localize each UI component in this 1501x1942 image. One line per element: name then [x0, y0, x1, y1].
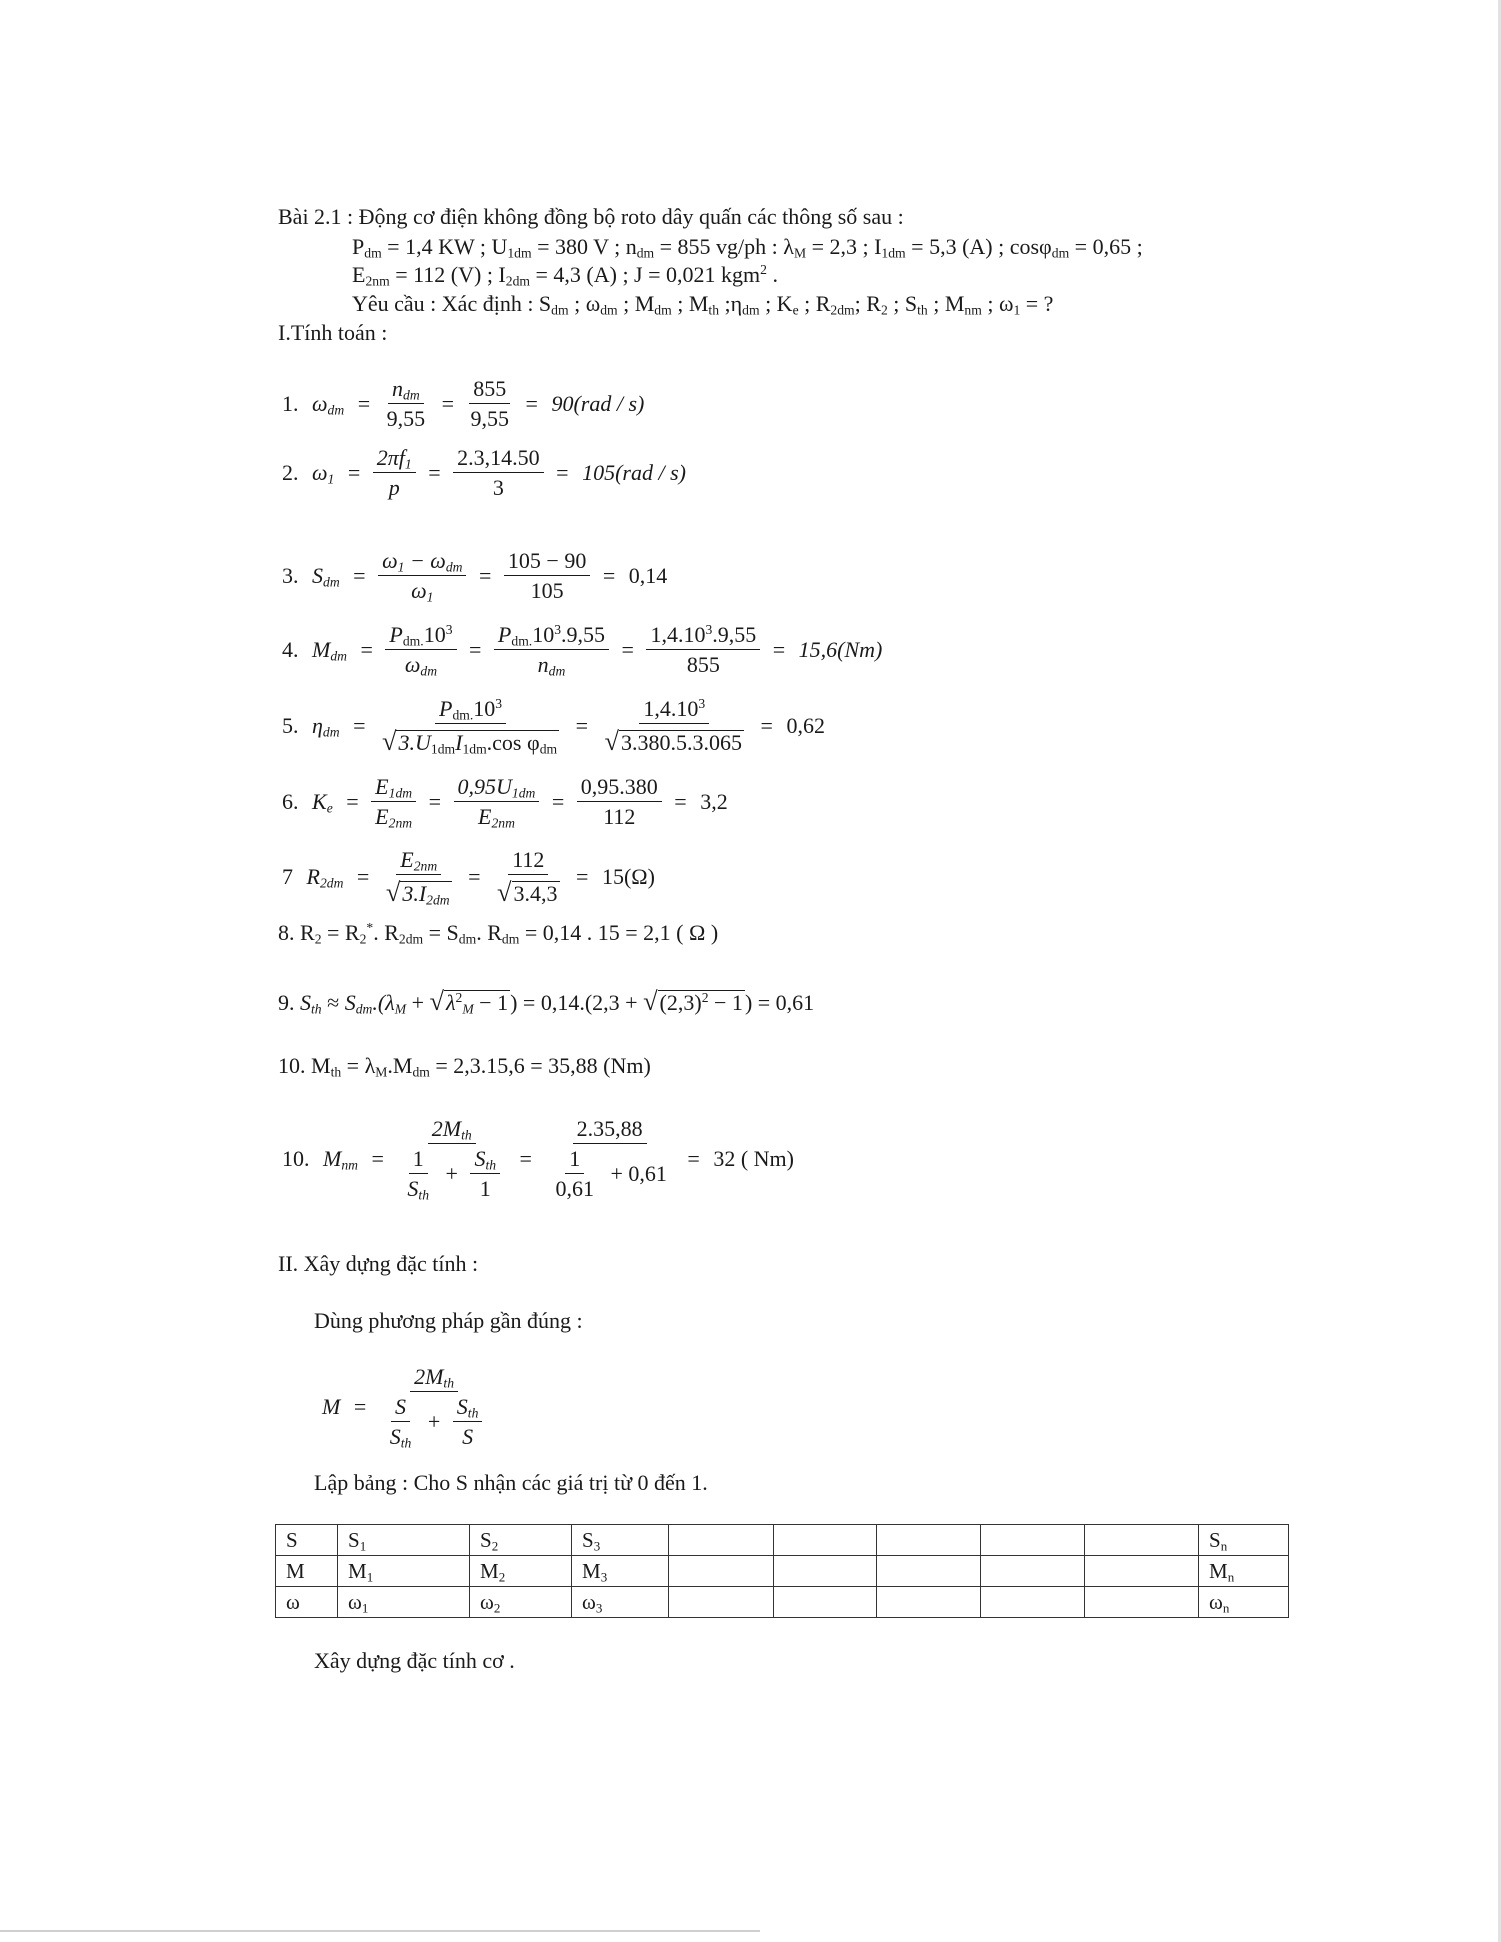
section-1-title: I.Tính toán :: [278, 320, 388, 345]
page-edge-bottom: [0, 1930, 760, 1932]
table-cell: $M_1$: [338, 1556, 470, 1587]
problem-params-line-1: $P_{dm} = 1,4$ KW ; $U_{1dm} = 380$ V ; $n_{dm} = 855$ vg/ph : $\lambda_M = 2,3$ ; $I_{1dm} = 5,3$ (A) ; cosφ$_{dm}$ = 0,65 ;: [352, 234, 1143, 261]
step-6-k-e: 6. $K_e$ = $\frac{E_{1dm}}{E_{2nm}}$ = $\frac{0,95U_{1dm}}{E_{2nm}}$ = $\frac{0,95.380}{112}$ = 3,2: [282, 774, 728, 831]
step-9-s-th: 9. $S_{th} \approx S_{dm}.(\lambda_M + √\lambda^2_M - 1) = 0,14.(2,3 + √(2,3)^2 - 1) = 0,61$: [278, 986, 815, 1017]
table-cell: ω: [276, 1587, 338, 1618]
section-2-method: Dùng phương pháp gần đúng :: [314, 1308, 583, 1333]
problem-request: Yêu cầu : Xác định : $S_{dm}$ ; $\omega_{dm}$ ; $M_{dm}$ ; $M_{th}$ $;\eta_{dm}$ ; $K_e$ ; $R_{2dm}$; $R_2$ ; $S_{th}$ ; $M_{nm}$ ; $\omega_1$ = ?: [352, 291, 1054, 318]
table-cell: [669, 1556, 774, 1587]
table-cell: [774, 1525, 877, 1556]
values-table: [275, 1524, 1289, 1618]
step-5-eta-dm: 5. $\eta_{dm}$ = $\frac{P_{dm.}10^3}{√3.U_{1dm}I_{1dm}.\cos \varphi_{dm}}$ = $\frac{1,4.10^3}{√3.380.5.3.065}$ = 0,62: [282, 695, 825, 757]
table-cell: [1085, 1525, 1199, 1556]
step-10-m-th: 10. $M_{th} = \lambda_M.M_{dm} = 2,3.15,6 = 35,88$ (Nm): [278, 1053, 651, 1080]
table-cell: $S_3$: [572, 1525, 669, 1556]
table-cell: [877, 1525, 981, 1556]
table-cell: $M_3$: [572, 1556, 669, 1587]
table-cell: [774, 1587, 877, 1618]
table-cell: [877, 1587, 981, 1618]
table-cell: $M_2$: [470, 1556, 572, 1587]
table-cell: $S_n$: [1199, 1525, 1289, 1556]
table-cell: $S_1$: [338, 1525, 470, 1556]
step-10-m-nm: 10. $M_{nm}$ = $2M_{th}$ $\frac{1}{S_{th}}$ + $\frac{S_{th}}{1}$ = 2.35,88 $\frac{1}{0,61}$ + 0,61 = 32 ( Nm): [282, 1116, 794, 1203]
formula-m-approx: M = $2M_{th}$ $\frac{S}{S_{th}}$ + $\frac{S_{th}}{S}$: [318, 1366, 492, 1448]
table-cell: [981, 1587, 1085, 1618]
conclusion: Xây dựng đặc tính cơ .: [314, 1648, 515, 1673]
table-cell: [981, 1556, 1085, 1587]
table-row: [276, 1587, 1289, 1618]
step-2-omega-1: 2. $\omega_1$ = $\frac{2\pi f_1}{p}$ = $\frac{2.3,14.50}{3}$ = 105(rad / s): [282, 445, 686, 500]
table-cell: $\omega_n$: [1199, 1587, 1289, 1618]
table-cell: $M_n$: [1199, 1556, 1289, 1587]
step-4-m-dm: 4. $M_{dm}$ = $\frac{P_{dm.}10^3}{\omega_{dm}}$ = $\frac{P_{dm.}10^3.9,55}{n_{dm}}$ = $\frac{1,4.10^3.9,55}{855}$ = 15,6(Nm): [282, 621, 883, 679]
problem-title: Bài 2.1 : Động cơ điện không đồng bộ roto dây quấn các thông số sau :: [278, 204, 904, 229]
table-row: [276, 1556, 1289, 1587]
table-cell: [669, 1587, 774, 1618]
table-cell: [669, 1525, 774, 1556]
table-cell: [981, 1525, 1085, 1556]
table-cell: [774, 1556, 877, 1587]
table-cell: $S_2$: [470, 1525, 572, 1556]
table-cell: S: [276, 1525, 338, 1556]
table-cell: $\omega_2$: [470, 1587, 572, 1618]
table-intro: Lập bảng : Cho S nhận các giá trị từ 0 đến 1.: [314, 1470, 708, 1495]
section-2-title: II. Xây dựng đặc tính :: [278, 1251, 479, 1276]
table-cell: [1085, 1556, 1199, 1587]
table-cell: [877, 1556, 981, 1587]
table-cell: $\omega_1$: [338, 1587, 470, 1618]
problem-params-line-2: $E_{2nm} = 112$ (V) ; $I_{2dm} = 4,3$ (A) ; J = 0,021 kgm$^2$ .: [352, 261, 778, 289]
table-row: [276, 1525, 1289, 1556]
step-7-r-2dm: 7 $R_{2dm}$ = $\frac{E_{2nm}}{√3.I_{2dm}}$ = $\frac{112}{√3.4,3}$ = 15(Ω): [282, 847, 655, 908]
table-cell: $\omega_3$: [572, 1587, 669, 1618]
step-8-r2: 8. $R_2 = R_2^*$. $R_{2dm} = S_{dm}$. $R_{dm} = 0,14$ . 15 = 2,1 ( Ω ): [278, 919, 719, 947]
step-1-omega-dm: 1. $\omega_{dm}$ = $\frac{n_{dm}}{9,55}$ = $\frac{855}{9,55}$ = 90(rad / s): [282, 376, 645, 431]
table-cell: [1085, 1587, 1199, 1618]
step-3-s-dm: 3. $S_{dm}$ = $\frac{\omega_1 - \omega_{dm}}{\omega_1}$ = $\frac{105 - 90}{105}$ = 0,14: [282, 548, 668, 605]
table-cell: M: [276, 1556, 338, 1587]
